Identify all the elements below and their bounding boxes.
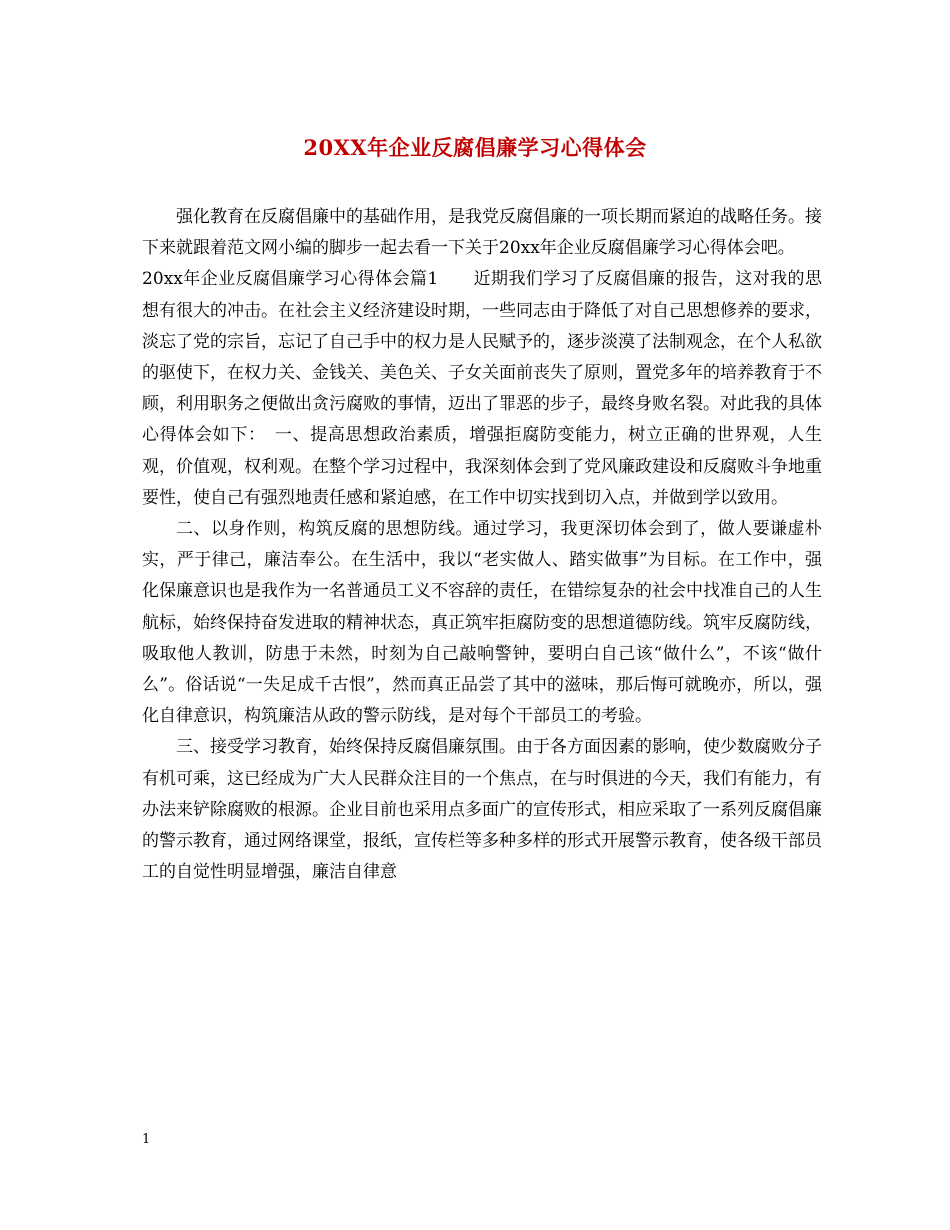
page-number: 1 [142,1132,151,1147]
document-body [142,202,822,888]
paragraph-article-1: 20xx年企业反腐倡廉学习心得体会篇1 近期我们学习了反腐倡廉的报告，这对我的思想有很大的冲击。在社会主义经济建设时期，一些同志由于降低了对自己思想修养的要求，淡忘了党的宗旨，忘记了自己手中的权力是人民赋予的，逐步淡漠了法制观念，在个人私欲的驱使下，在权力关、金钱关、美色关、子女关面前丧失了原则，置党多年的培养教育于不顾，利用职务之便做出贪污腐败的事情，迈出了罪恶的步子，最终身败名裂。对此我的具体心得体会如下： 一、提高思想政治素质，增强拒腐防变能力，树立正确的世界观，人生观，价值观，权利观。在整个学习过程中，我深刻体会到了党风廉政建设和反腐败斗争地重要性，使自己有强烈地责任感和紧迫感，在工作中切实找到切入点，并做到学以致用。 [142,269,822,508]
paragraph-intro: 强化教育在反腐倡廉中的基础作用，是我党反腐倡廉的一项长期而紧迫的战略任务。接下来就跟着范文网小编的脚步一起去看一下关于20xx年企业反腐倡廉学习心得体会吧。 [142,207,822,259]
paragraph-point-3: 三、接受学习教育，始终保持反腐倡廉氛围。由于各方面因素的影响，使少数腐败分子有机可乘，这已经成为广大人民群众注目的一个焦点，在与时俱进的今天，我们有能力，有办法来铲除腐败的根源。企业目前也采用点多面广的宣传形式，相应采取了一系列反腐倡廉的警示教育，通过网络课堂，报纸，宣传栏等多种多样的形式开展警示教育，使各级干部员工的自觉性明显增强，廉洁自律意 [142,737,822,883]
paragraph-point-2: 二、以身作则，构筑反腐的思想防线。通过学习，我更深切体会到了，做人要谦虚朴实，严于律己，廉洁奉公。在生活中，我以“老实做人、踏实做事”为目标。在工作中，强化保廉意识也是我作为一名普通员工义不容辞的责任，在错综复杂的社会中找准自己的人生航标，始终保持奋发进取的精神状态，真正筑牢拒腐防变的思想道德防线。筑牢反腐防线，吸取他人教训，防患于未然，时刻为自己敲响警钟，要明白自己该“做什么”，不该“做什么”。俗话说“一失足成千古恨”，然而真正品尝了其中的滋味，那后悔可就晚亦，所以，强化自律意识，构筑廉洁从政的警示防线，是对每个干部员工的考验。 [142,519,822,727]
document-title: 20XX年企业反腐倡廉学习心得体会 [303,135,647,160]
